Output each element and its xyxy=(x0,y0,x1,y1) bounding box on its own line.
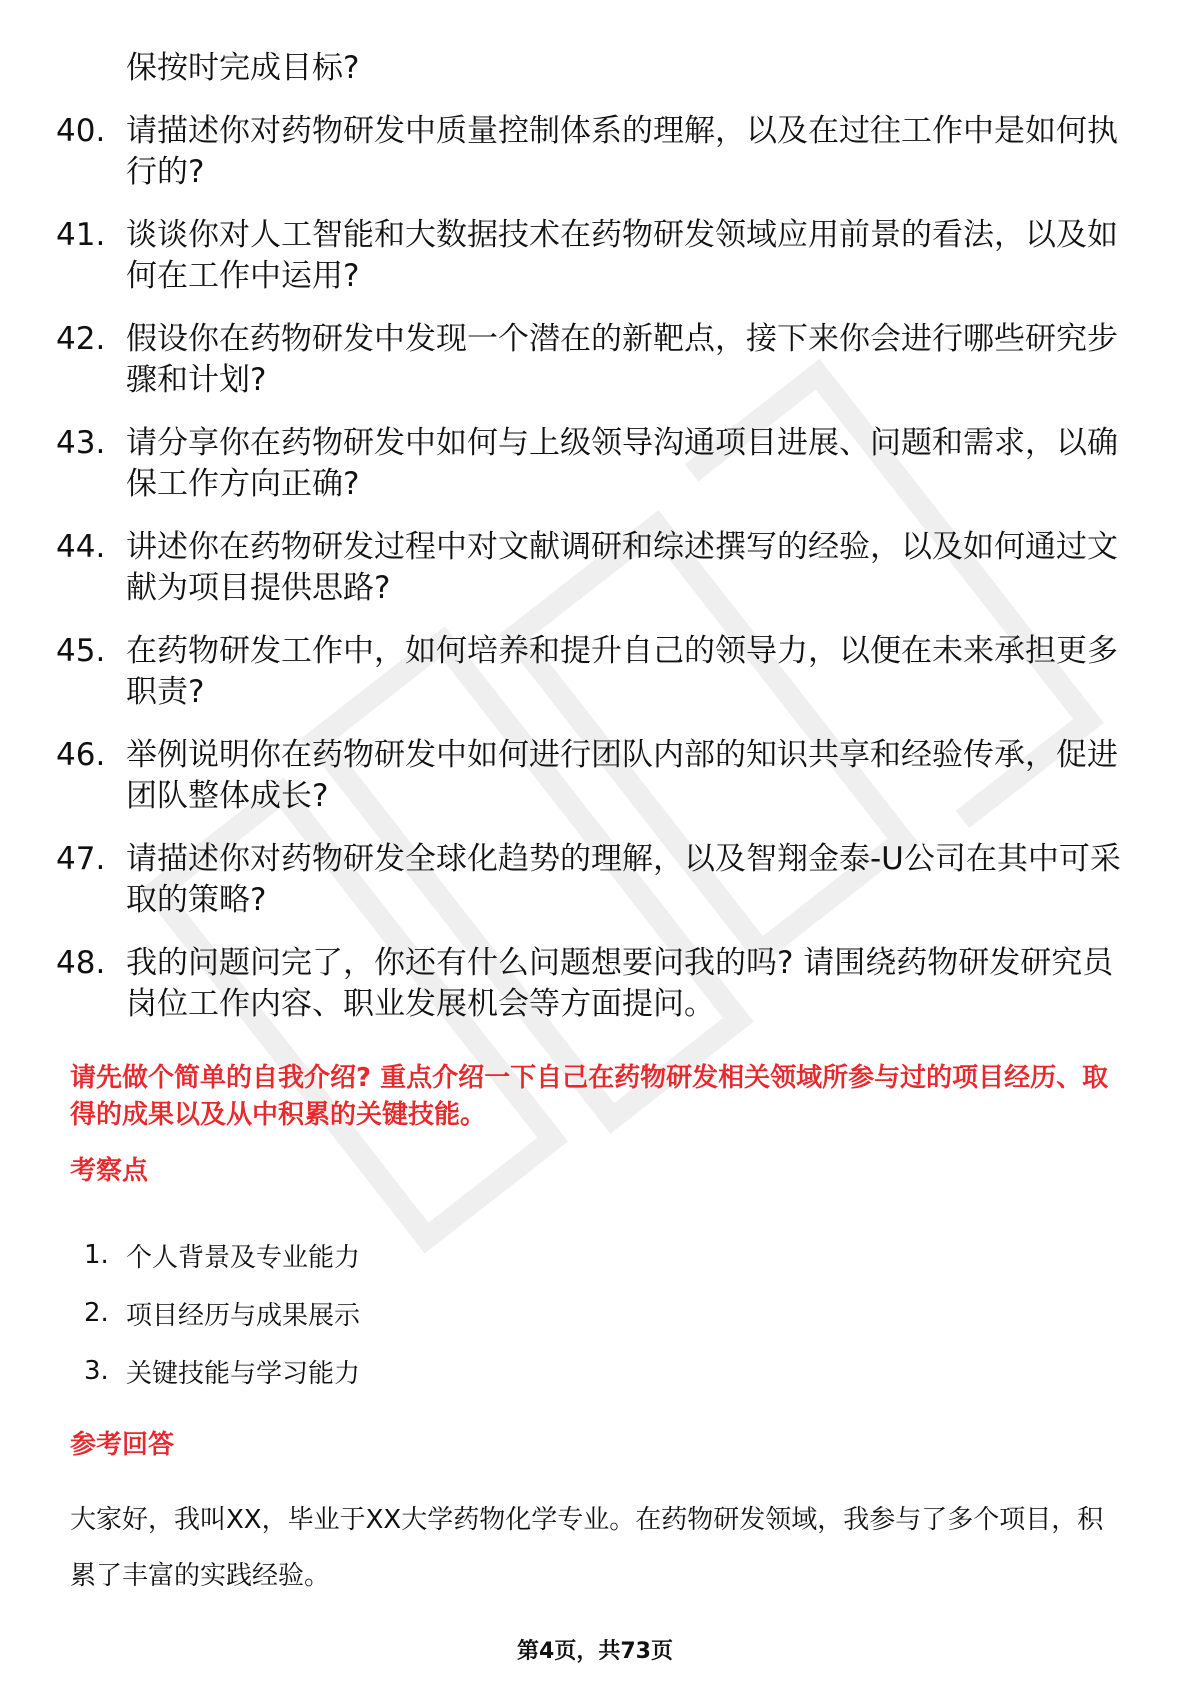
exam-point-text: 项目经历与成果展示 xyxy=(126,1300,361,1331)
question-item xyxy=(56,943,1136,1025)
question-item xyxy=(56,111,1136,193)
question-text: 请分享你在药物研发中如何与上级领导沟通项目进展、问题和需求，以确保工作方向正确? xyxy=(126,425,1118,502)
question-number: 41. xyxy=(56,217,106,253)
question-item xyxy=(56,735,1136,817)
question-item xyxy=(56,319,1136,401)
question-text: 保按时完成目标? xyxy=(126,50,360,86)
question-text: 假设你在药物研发中发现一个潜在的新靶点，接下来你会进行哪些研究步骤和计划? xyxy=(126,321,1118,398)
question-number: 42. xyxy=(56,321,106,357)
question-text: 在药物研发工作中，如何培养和提升自己的领导力，以便在未来承担更多职责? xyxy=(126,633,1118,710)
question-list xyxy=(56,48,1136,1047)
question-text: 举例说明你在药物研发中如何进行团队内部的知识共享和经验传承，促进团队整体成长? xyxy=(126,737,1118,814)
question-text: 请描述你对药物研发全球化趋势的理解，以及智翔金泰-U公司在其中可采取的策略? xyxy=(126,841,1121,918)
reference-answer-heading: 参考回答 xyxy=(70,1430,175,1460)
question-number: 47. xyxy=(56,841,106,877)
question-number: 46. xyxy=(56,737,106,773)
question-item xyxy=(56,215,1136,297)
question-number: 45. xyxy=(56,633,106,669)
question-text: 讲述你在药物研发过程中对文献调研和综述撰写的经验，以及如何通过文献为项目提供思路? xyxy=(126,529,1118,606)
exam-point-number: 1. xyxy=(84,1240,109,1270)
exam-point-item xyxy=(84,1226,360,1284)
exam-point-item xyxy=(84,1284,360,1342)
exam-point-item xyxy=(84,1342,360,1400)
question-item xyxy=(56,423,1136,505)
question-number: 44. xyxy=(56,529,106,565)
question-text: 谈谈你对人工智能和大数据技术在药物研发领域应用前景的看法，以及如何在工作中运用? xyxy=(126,217,1118,294)
question-text: 我的问题问完了，你还有什么问题想要问我的吗? 请围绕药物研发研究员岗位工作内容、职业发展机会等方面提问。 xyxy=(126,945,1114,1022)
question-item xyxy=(56,527,1136,609)
question-item xyxy=(56,839,1136,921)
exam-points-list xyxy=(84,1226,360,1400)
intro-prompt: 请先做个简单的自我介绍? 重点介绍一下自己在药物研发相关领域所参与过的项目经历、取得的成果以及从中积累的关键技能。 xyxy=(70,1063,1109,1130)
reference-answer-text: 大家好，我叫XX，毕业于XX大学药物化学专业。在药物研发领域，我参与了多个项目，积累了丰富的实践经验。 xyxy=(70,1505,1104,1591)
exam-point-text: 个人背景及专业能力 xyxy=(126,1242,361,1273)
question-number: 40. xyxy=(56,113,106,149)
exam-point-number: 2. xyxy=(84,1298,109,1328)
question-number: 43. xyxy=(56,425,106,461)
exam-points-heading: 考察点 xyxy=(70,1156,149,1186)
exam-point-text: 关键技能与学习能力 xyxy=(126,1358,361,1389)
question-text: 请描述你对药物研发中质量控制体系的理解，以及在过往工作中是如何执行的? xyxy=(126,113,1118,190)
question-continuation xyxy=(56,48,1136,89)
question-number: 48. xyxy=(56,945,106,981)
page-footer: 第4页，共73页 xyxy=(517,1639,673,1664)
exam-point-number: 3. xyxy=(84,1356,109,1386)
question-item xyxy=(56,631,1136,713)
